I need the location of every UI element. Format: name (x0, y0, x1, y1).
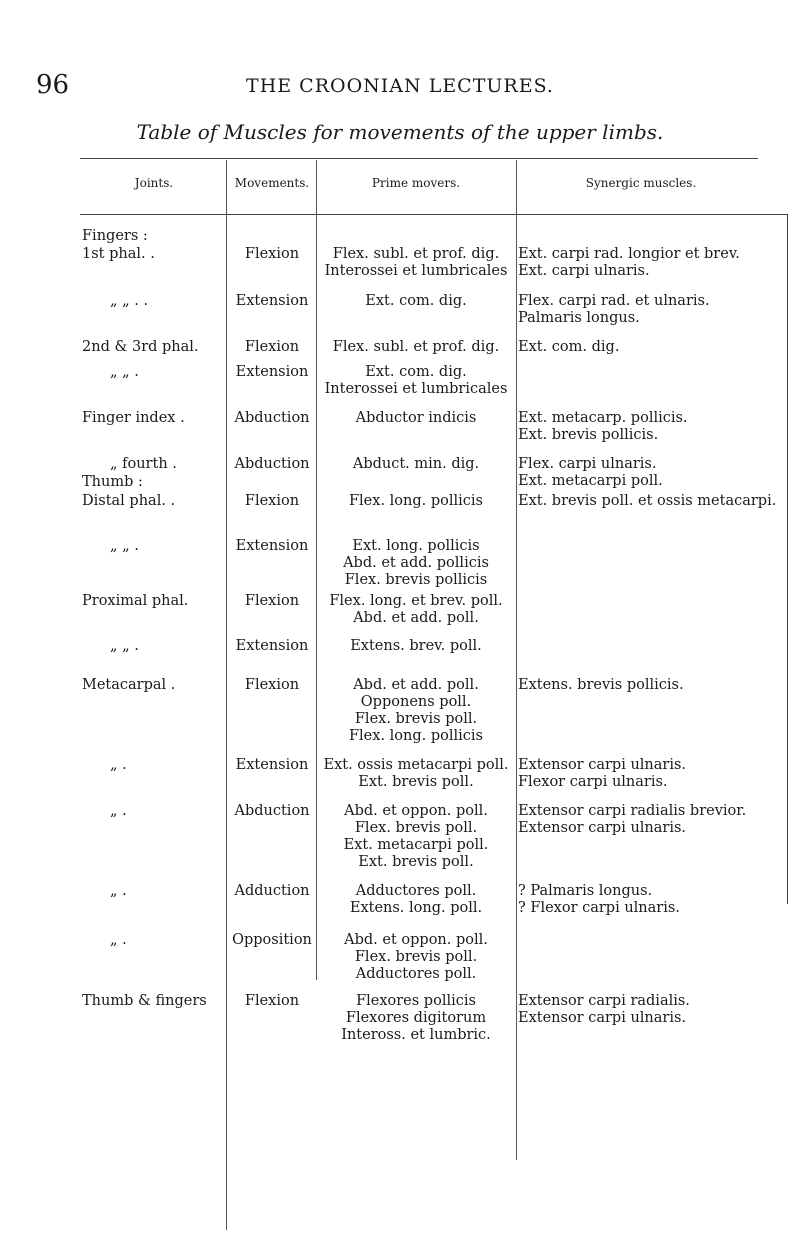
row-prime-mover: Opponens poll. (360, 694, 472, 710)
row-prime-mover: Flexores pollicis (356, 993, 476, 1009)
row-movement: Flexion (244, 493, 300, 509)
row-prime-mover: Ext. long. pollicis (352, 538, 480, 554)
row-movement: Extension (235, 757, 309, 773)
row-movement: Extension (235, 364, 309, 380)
row-prime-mover: Flex. long. et brev. poll. (329, 593, 503, 609)
row-movement: Abduction (234, 456, 310, 472)
row-synergic-muscle: Ext. metacarpi poll. (518, 473, 663, 489)
row-prime-mover: Inteross. et lumbric. (341, 1027, 491, 1043)
row-movement: Flexion (244, 593, 300, 609)
row-prime-mover: Ext. com. dig. (365, 364, 467, 380)
row-prime-mover: Flex. brevis poll. (354, 820, 478, 836)
row-synergic-muscle: Extensor carpi ulnaris. (518, 820, 687, 836)
row-prime-mover: Ext. com. dig. (365, 293, 467, 309)
row-synergic-muscle: Ext. brevis poll. et ossis metacarpi. (518, 493, 777, 509)
row-joint: „ . (110, 932, 127, 948)
row-prime-mover: Ext. ossis metacarpi poll. (323, 757, 509, 773)
row-joint: Proximal phal. (82, 593, 189, 609)
row-prime-mover: Extens. brev. poll. (350, 638, 482, 654)
row-joint: Finger index . (82, 410, 185, 426)
row-prime-mover: Extens. long. poll. (349, 900, 483, 916)
row-synergic-muscle: Ext. carpi ulnaris. (518, 263, 650, 279)
row-prime-mover: Interossei et lumbricales (324, 263, 508, 279)
row-prime-mover: Ext. brevis poll. (358, 774, 474, 790)
row-movement: Opposition (232, 932, 312, 948)
row-synergic-muscle: Extensor carpi radialis. (518, 993, 690, 1009)
row-prime-mover: Abduct. min. dig. (352, 456, 480, 472)
table-top-rule (80, 158, 758, 159)
column-rule (516, 160, 517, 1160)
row-joint: „ . (110, 803, 127, 819)
row-prime-mover: Flex. long. pollicis (348, 728, 483, 744)
page-number: 96 (36, 70, 70, 100)
row-movement: Adduction (234, 883, 310, 899)
row-movement: Extension (235, 293, 309, 309)
row-prime-mover: Flex. brevis poll. (354, 711, 478, 727)
row-joint: Metacarpal . (82, 677, 176, 693)
row-prime-mover: Abd. et oppon. poll. (344, 803, 488, 819)
row-prime-mover: Flex. brevis pollicis (344, 572, 488, 588)
row-prime-mover: Abd. et oppon. poll. (344, 932, 488, 948)
row-movement: Abduction (234, 410, 310, 426)
row-prime-mover: Ext. metacarpi poll. (343, 837, 489, 853)
header-synergic-muscles: Synergic muscles. (585, 176, 697, 190)
row-joint: Thumb : (82, 474, 143, 490)
row-synergic-muscle: ? Flexor carpi ulnaris. (518, 900, 680, 916)
row-synergic-muscle: Ext. carpi rad. longior et brev. (518, 246, 740, 262)
row-prime-mover: Flexores digitorum (345, 1010, 487, 1026)
row-prime-mover: Adductores poll. (355, 883, 477, 899)
row-joint: „ fourth . (110, 456, 177, 472)
row-joint: „ „ . . (110, 293, 149, 309)
row-synergic-muscle: Extens. brevis pollicis. (518, 677, 684, 693)
header-joints: Joints. (134, 176, 174, 190)
row-prime-mover: Adductores poll. (355, 966, 477, 982)
row-movement: Extension (235, 638, 309, 654)
row-joint: „ „ . (110, 364, 139, 380)
header-movements: Movements. (234, 176, 310, 190)
row-joint: Thumb & fingers (82, 993, 207, 1009)
row-prime-mover: Interossei et lumbricales (324, 381, 508, 397)
row-movement: Abduction (234, 803, 310, 819)
row-prime-mover: Flex. subl. et prof. dig. (332, 246, 500, 262)
row-synergic-muscle: Flex. carpi rad. et ulnaris. (518, 293, 710, 309)
row-prime-mover: Flex. brevis poll. (354, 949, 478, 965)
row-prime-mover: Ext. brevis poll. (358, 854, 474, 870)
row-prime-mover: Flex. long. pollicis (348, 493, 483, 509)
row-joint: 2nd & 3rd phal. (82, 339, 199, 355)
row-synergic-muscle: Extensor carpi ulnaris. (518, 1010, 687, 1026)
row-synergic-muscle: Ext. metacarp. pollicis. (518, 410, 688, 426)
row-prime-mover: Abd. et add. poll. (353, 610, 479, 626)
header-prime-movers: Prime movers. (371, 176, 461, 190)
row-movement: Flexion (244, 246, 300, 262)
row-synergic-muscle: Ext. brevis pollicis. (518, 427, 659, 443)
table-right-rule (787, 214, 788, 904)
row-joint: „ . (110, 883, 127, 899)
row-joint: „ „ . (110, 638, 139, 654)
row-joint: Distal phal. . (82, 493, 176, 509)
row-synergic-muscle: Flexor carpi ulnaris. (518, 774, 668, 790)
row-prime-mover: Abductor indicis (355, 410, 477, 426)
row-prime-mover: Flex. subl. et prof. dig. (332, 339, 500, 355)
row-synergic-muscle: Extensor carpi radialis brevior. (518, 803, 747, 819)
running-head: THE CROONIAN LECTURES. (246, 75, 554, 97)
row-joint: 1st phal. . (82, 246, 155, 262)
row-synergic-muscle: Flex. carpi ulnaris. (518, 456, 657, 472)
row-synergic-muscle: Palmaris longus. (518, 310, 640, 326)
row-prime-mover: Abd. et add. poll. (353, 677, 479, 693)
row-movement: Extension (235, 538, 309, 554)
row-movement: Flexion (244, 339, 300, 355)
row-movement: Flexion (244, 677, 300, 693)
row-joint: „ „ . (110, 538, 139, 554)
row-movement: Flexion (244, 993, 300, 1009)
row-synergic-muscle: ? Palmaris longus. (518, 883, 653, 899)
row-synergic-muscle: Extensor carpi ulnaris. (518, 757, 687, 773)
row-prime-mover: Abd. et add. pollicis (343, 555, 489, 571)
row-joint: „ . (110, 757, 127, 773)
table-header-rule (80, 214, 787, 215)
row-synergic-muscle: Ext. com. dig. (518, 339, 620, 355)
column-rule (226, 160, 227, 1230)
row-joint: Fingers : (82, 228, 148, 244)
table-caption: Table of Muscles for movements of the upper limbs. (136, 120, 664, 144)
